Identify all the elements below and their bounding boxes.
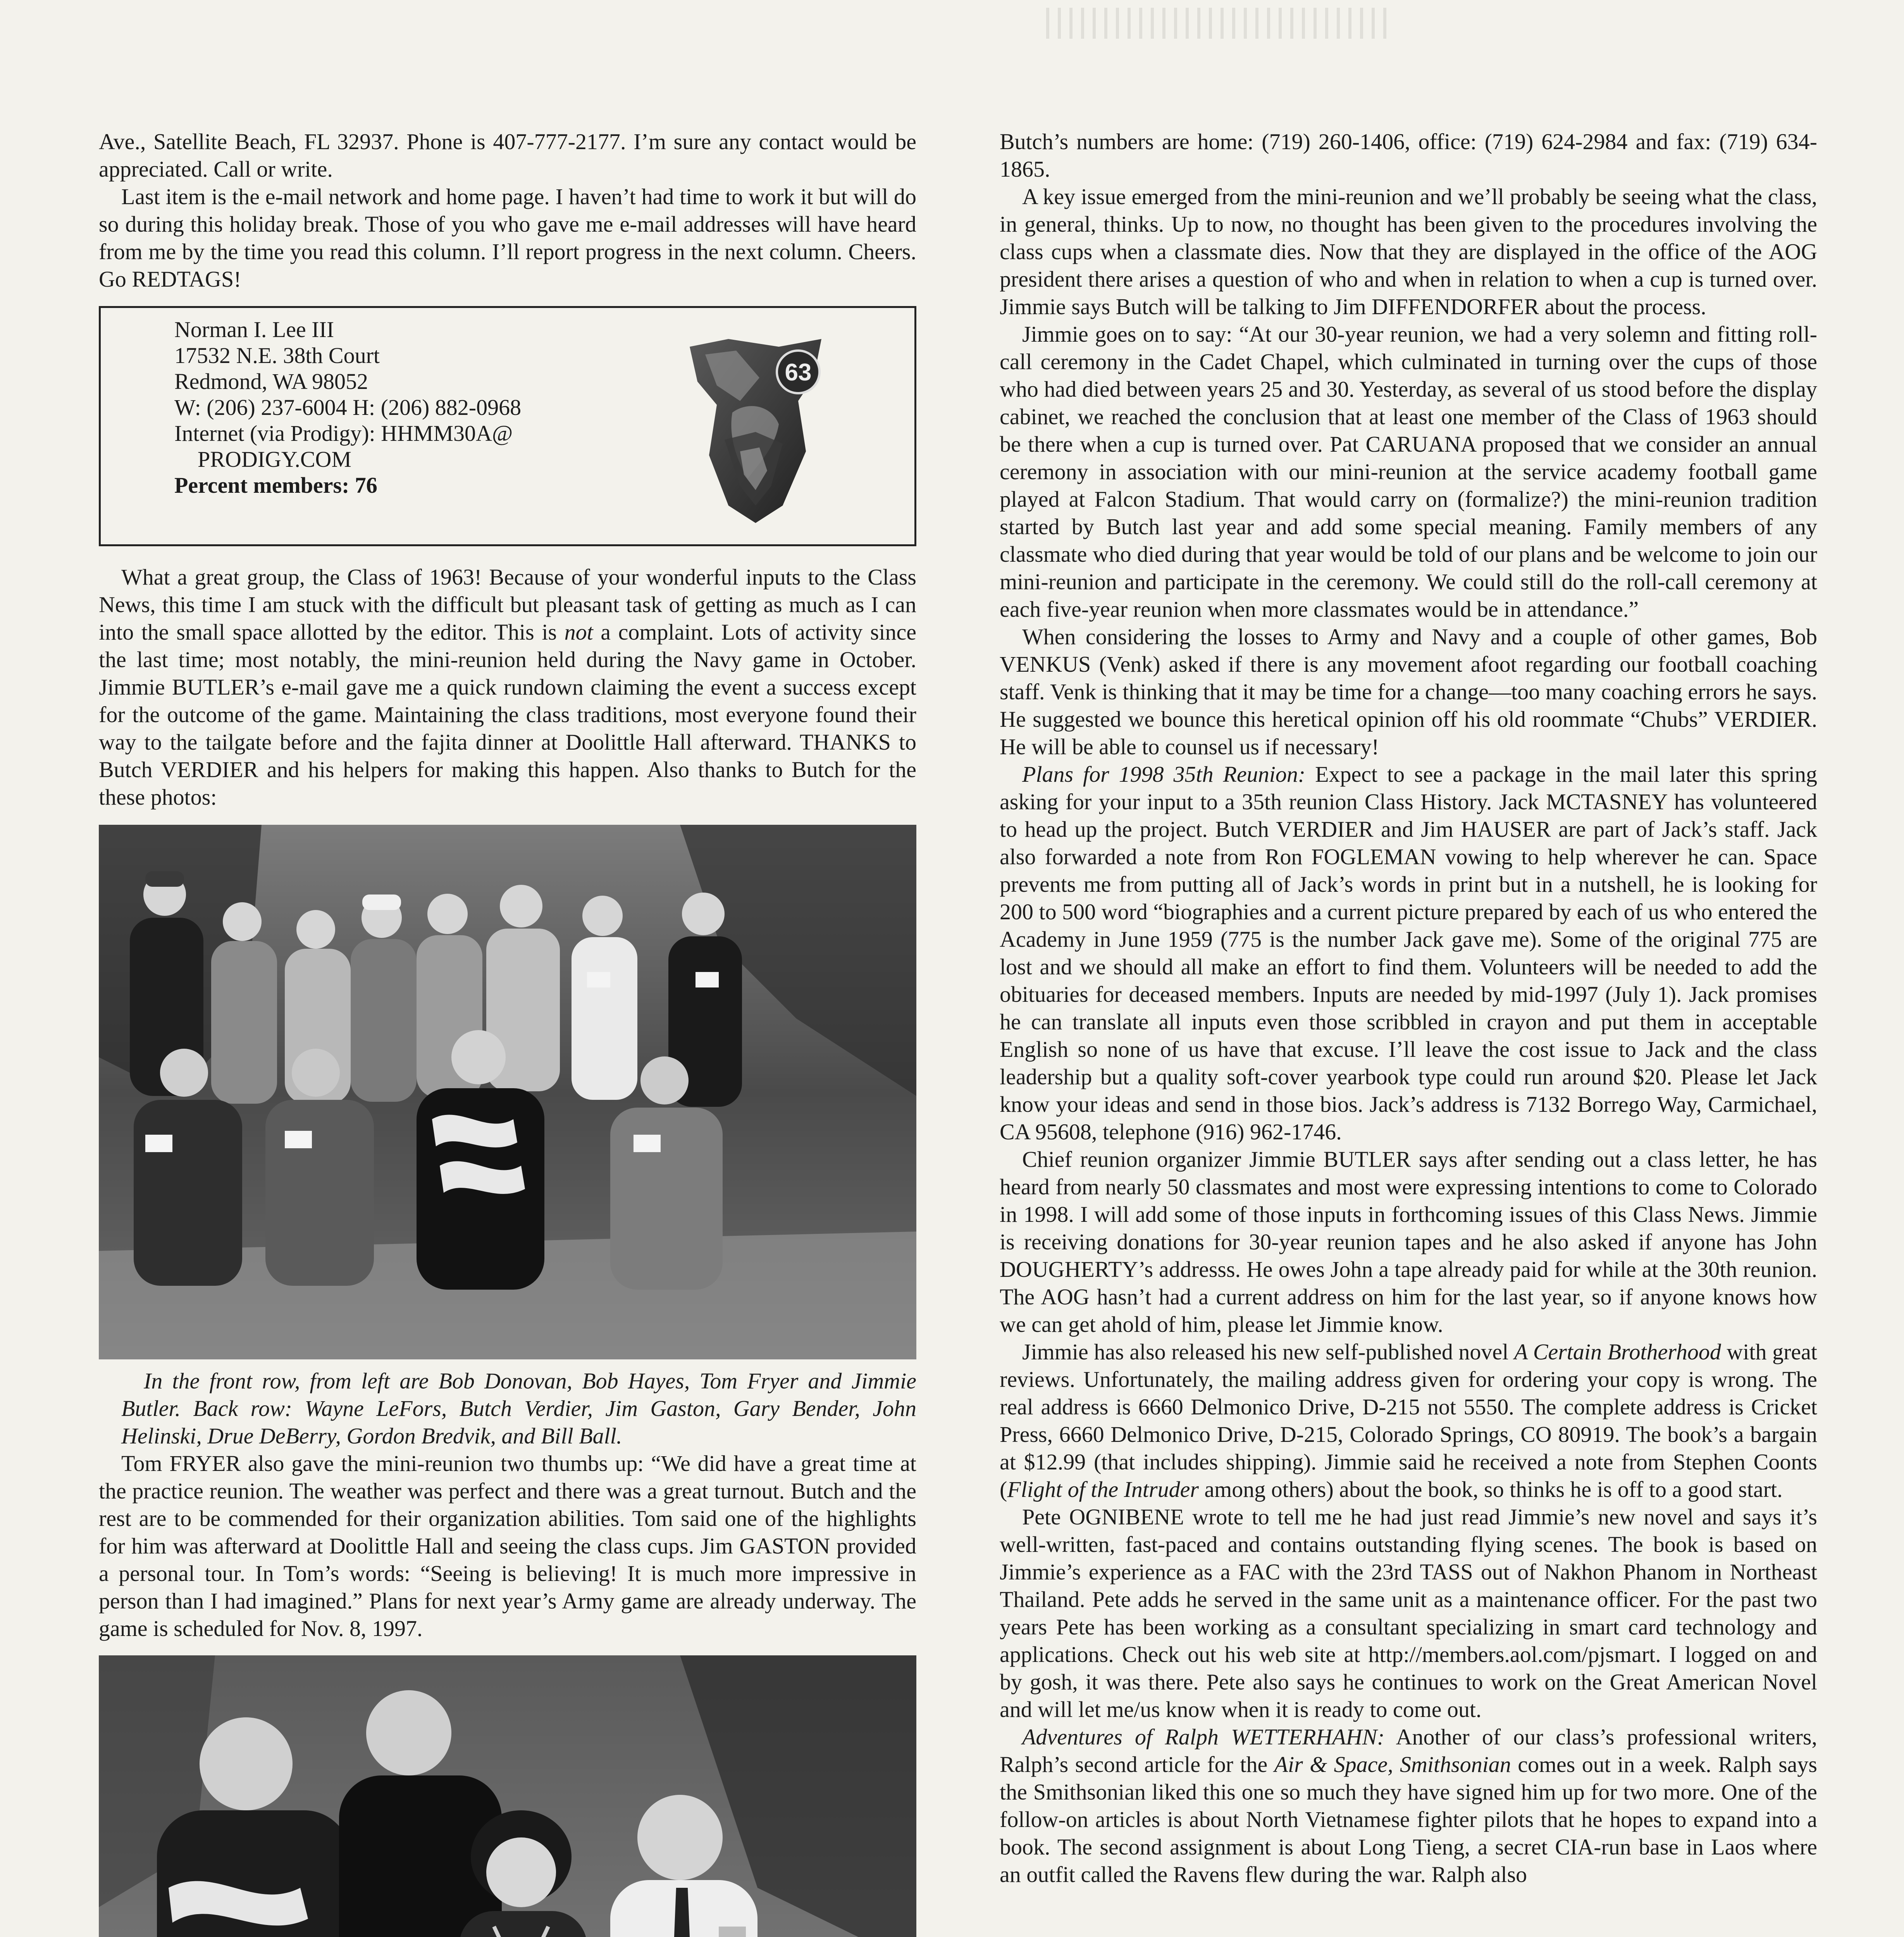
paragraph: Chief reunion organizer Jimmie BUTLER says after sending out a class letter, he has heard from nearly 50 classmates and most were expressing intentions to come to Colorado in 1998. I will add some of those inputs in forthcoming issues of this Class News. Jimmie is receiving donations for 30-year reunion tapes and he also asked if anyone has John DOUGHERTY’s addresss. He owes John a tape already paid for while at the 30th reunion. The AOG hasn’t had a current address on him for the last year, so if anyone knows how we can get ahold of him, please let Jimmie know. (1000, 1147, 1817, 1337)
paragraph: Butch’s numbers are home: (719) 260-1406, office: (719) 624-2984 and fax: (719) 634-1865. (1000, 129, 1817, 182)
book-title: A Certain Brotherhood (1514, 1339, 1721, 1364)
text-run: Another of our class’s professional writers, Ralph’s second article for the (1000, 1724, 1817, 1777)
photo-caption: In the front row, from left are Bob Donovan, Bob Hayes, Tom Fryer and Jimmie Butler. Back row: Wayne LeFors, Butch Verdier, Jim Gaston, Gary Bender, John Helinski, Drue DeBerry, Gordon Bredvik, and Bill Ball. (121, 1368, 916, 1448)
contact-internet: Internet (via Prodigy): HHMM30A@ (174, 421, 513, 446)
text-run: a complaint. Lots of activity since the last time; most notably, the mini-reunion held during the Navy game in October. Jimmie BUTLER’s e-mail gave me a quick rundown claiming the event a success except for the outcome of the game. Maintaining the class traditions, most everyone found their way to the tailgate before and the fajita dinner at Doolittle Hall afterward. THANKS to Butch VERDIER and his helpers for making this happen. Also thanks to Butch for the these photos: (99, 619, 916, 810)
paragraph-intro (99, 563, 916, 811)
text-run: among others) about the book, so thinks he is off to a good start. (1198, 1477, 1783, 1502)
group-photo (99, 825, 916, 1359)
contact-city: Redmond, WA 98052 (174, 369, 368, 394)
publication-title: Air & Space, Smithsonian (1274, 1752, 1511, 1777)
paragraph: Last item is the e-mail network and home page. I haven’t had time to work it but will do so during this holiday break. Those of you who gave me e-mail addresses will have heard from me by the time you read this column. I’ll report progress in the next column. Cheers. Go REDTAGS! (99, 184, 916, 292)
paragraph (1000, 1338, 1817, 1503)
contact-address (174, 317, 521, 498)
section-lead: Plans for 1998 35th Reunion: (1022, 762, 1306, 787)
scan-artifact (1046, 8, 1395, 39)
percent-members: Percent members: 76 (174, 473, 377, 498)
section-lead: Adventures of Ralph WETTERHAHN: (1022, 1724, 1385, 1749)
left-column (99, 128, 916, 1937)
text-run: with great reviews. Unfortunately, the mailing address given for ordering your copy is wrong. The real address is 6660 Delmonico Drive, D-215 not 5550. The complete address is Cricket Press, 6660 Delmonico Drive, D-215, Colorado Springs, CO 80919. The book’s a bargain at $12.99 (that includes shipping). Jimmie said he received a note from Stephen Coonts ( (1000, 1339, 1818, 1502)
contact-box (99, 306, 916, 546)
class-crest-icon (682, 323, 829, 525)
paragraph: Ave., Satellite Beach, FL 32937. Phone is 407-777-2177. I’m sure any contact would be appreciated. Call or write. (99, 129, 916, 182)
emphasis: not (564, 619, 593, 645)
contact-internet-domain: PRODIGY.COM (198, 447, 351, 472)
couple-photo (99, 1655, 916, 1937)
paragraph: Tom FRYER also gave the mini-reunion two thumbs up: “We did have a great time at the practice reunion. The weather was perfect and there was a great turnout. Butch and the rest are to be commended for their organization abilities. Tom said one of the highlights for him was afterward at Doolittle Hall and seeing the class cups. Jim GASTON provided a personal tour. In Tom’s words: “Seeing is believing! It is much more impressive in person than I had imagined.” Plans for next year’s Army game are already underway. The game is scheduled for Nov. 8, 1997. (99, 1451, 916, 1641)
crest-number: 63 (785, 359, 812, 386)
right-column (1000, 128, 1817, 1888)
paragraph: When considering the losses to Army and Navy and a couple of other games, Bob VENKUS (Venk) asked if there is any movement afoot regarding our football coaching staff. Venk is thinking that it may be time for a change—too many coaching errors he says. He suggested we bounce this heretical opinion off his old roommate “Chubs” VERDIER. He will be able to counsel us if necessary! (1000, 624, 1817, 759)
paragraph (1000, 1723, 1817, 1888)
paragraph (1000, 760, 1817, 1146)
contact-street: 17532 N.E. 38th Court (174, 343, 380, 368)
text-run: comes out in a week. Ralph says the Smithsonian liked this one so much they have signed him up for two more. One of the follow-on articles is about North Vietnamese fighter pilots that he hopes to expand into a book. The second assignment is about Long Tieng, a secret CIA-run base in Laos where an outfit called the Ravens flew during the war. Ralph also (1000, 1752, 1817, 1887)
contact-name: Norman I. Lee III (174, 317, 334, 342)
paragraph: Jimmie goes on to say: “At our 30-year reunion, we had a very solemn and fitting roll-call ceremony in the Cadet Chapel, which culminated in turning over the cups of those who had died between years 25 and 30. Yesterday, as several of us stood before the display cabinet, we reached the conclusion that at least one member of the Class of 1963 should be there when a cup is turned over. Pat CARUANA proposed that we consider an annual ceremony in association with our mini-reunion at the service academy football game played at Falcon Stadium. That would carry on (formalize?) the mini-reunion tradition started by Butch last year and add some special meaning. Family members of any classmate who died during that year would be told of our plans and be welcome to join our mini-reunion and participate in the ceremony. We could still do the roll-call ceremony at each five-year reunion when more classmates would be in attendance.” (1000, 322, 1817, 622)
contact-phones: W: (206) 237-6004 H: (206) 882-0968 (174, 395, 522, 420)
paragraph: Pete OGNIBENE wrote to tell me he had just read Jimmie’s new novel and says it’s well-written, fast-paced and contains outstanding flying scenes. The book is based on Jimmie’s experience as a FAC with the 23rd TASS out of Nakhon Phanom in Northeast Thailand. Pete adds he served in the same unit as a maintenance officer. For the past two years Pete has been working as a consultant specializing in smart card technology and applications. Check out his web site at http://members.aol.com/pjsmart. I logged on and by gosh, it was there. Pete also says he continues to work on the Great American Novel and will let me/us know when it is ready to come out. (1000, 1504, 1817, 1722)
text-run: Jimmie has also released his new self-published novel (1022, 1339, 1514, 1364)
book-title: Flight of the Intruder (1007, 1477, 1199, 1502)
paragraph: A key issue emerged from the mini-reunion and we’ll probably be seeing what the class, in general, thinks. Up to now, no thought has been given to the procedures involving the class cups when a classmate dies. Now that they are displayed in the office of the AOG president there arises a question of who and when in relation to when a cup is turned over. Jimmie says Butch will be talking to Jim DIFFENDORFER about the process. (1000, 184, 1817, 319)
text-run: Expect to see a package in the mail later this spring asking for your input to a 35th reunion Class History. Jack MCTASNEY has volunteered to head up the project. Butch VERDIER and Jim HAUSER are part of Jack’s staff. Jack also forwarded a note from Ron FOGLEMAN vowing to help wherever he can. Space prevents me from putting all of Jack’s words in print but in a nutshell, he is looking for 200 to 500 word “biographies and a current picture prepared by each of us who entered the Academy in June 1959 (775 is the number Jack gave me). Some of the original 775 are lost and we should all make an effort to find them. Volunteers will be needed to add the obituaries for deceased members. Inputs are needed by mid-1997 (July 1). Jack promises he can translate all inputs even those scribbled in crayon and put them in acceptable English so none of us have that excuse. I’ll leave the cost issue to Jack and the class leadership but a quality soft-cover yearbook type could run around $20. Please let Jack know your ideas and send in those bios. Jack’s address is 7132 Borrego Way, Carmichael, CA 95608, telephone (916) 962-1746. (1000, 762, 1818, 1144)
text-run: What a great group, the Class of 1963! Because of your wonderful inputs to the Class News, this time I am stuck with the difficult but pleasant task of getting as much as I can into the small space allotted by the editor. This is (99, 564, 916, 645)
